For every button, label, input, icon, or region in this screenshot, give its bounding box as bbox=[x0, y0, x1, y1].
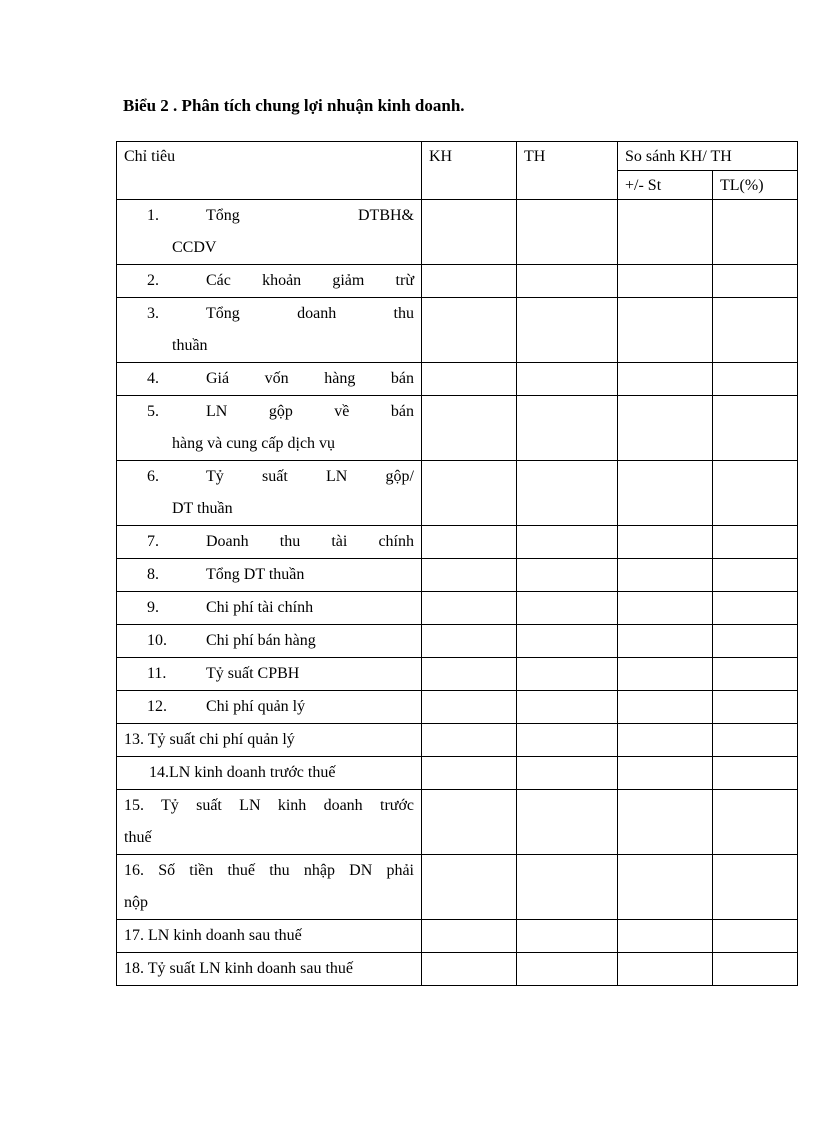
th-cell bbox=[517, 625, 618, 658]
tl-cell bbox=[713, 200, 798, 265]
row-number: 8. bbox=[147, 566, 159, 583]
row-number: 10. bbox=[147, 632, 167, 649]
row-label-cell bbox=[117, 855, 422, 920]
tl-cell bbox=[713, 265, 798, 298]
table-row bbox=[117, 363, 798, 396]
row-label-cell bbox=[117, 691, 422, 724]
row-number: 3. bbox=[147, 305, 159, 322]
kh-cell bbox=[422, 625, 517, 658]
row-label: Chi phí bán hàng bbox=[206, 632, 316, 649]
tl-cell bbox=[713, 363, 798, 396]
table-row bbox=[117, 200, 798, 265]
tl-cell bbox=[713, 855, 798, 920]
th-cell bbox=[517, 526, 618, 559]
th-cell bbox=[517, 953, 618, 986]
header-kh: KH bbox=[422, 142, 517, 200]
row-label: Tổng doanh thu bbox=[206, 305, 414, 322]
tl-cell bbox=[713, 298, 798, 363]
th-cell bbox=[517, 724, 618, 757]
table-row bbox=[117, 855, 798, 920]
row-label-cell bbox=[117, 265, 422, 298]
row-label-cell bbox=[117, 559, 422, 592]
row-number: 6. bbox=[147, 468, 159, 485]
th-cell bbox=[517, 920, 618, 953]
row-label-continuation: hàng và cung cấp dịch vụ bbox=[172, 435, 336, 452]
row-label-cell bbox=[117, 592, 422, 625]
header-so-sanh: So sánh KH/ TH bbox=[618, 142, 798, 171]
st-cell bbox=[618, 461, 713, 526]
row-label: Các khoản giảm trừ bbox=[206, 272, 414, 289]
row-label-cell bbox=[117, 658, 422, 691]
table-row bbox=[117, 953, 798, 986]
row-number: 1. bbox=[147, 207, 159, 224]
row-label: Tổng DT thuần bbox=[206, 566, 305, 583]
kh-cell bbox=[422, 953, 517, 986]
row-number: 2. bbox=[147, 272, 159, 289]
row-number: 11. bbox=[147, 665, 167, 682]
row-label: 14.LN kinh doanh trước thuế bbox=[149, 764, 336, 781]
row-label-cell bbox=[117, 363, 422, 396]
th-cell bbox=[517, 790, 618, 855]
kh-cell bbox=[422, 724, 517, 757]
tl-cell bbox=[713, 953, 798, 986]
row-label-cell bbox=[117, 526, 422, 559]
row-number: 4. bbox=[147, 370, 159, 387]
row-label: 17. LN kinh doanh sau thuế bbox=[124, 927, 302, 944]
kh-cell bbox=[422, 559, 517, 592]
th-cell bbox=[517, 592, 618, 625]
kh-cell bbox=[422, 396, 517, 461]
table-row bbox=[117, 625, 798, 658]
kh-cell bbox=[422, 790, 517, 855]
row-label: Giá vốn hàng bán bbox=[206, 370, 414, 387]
st-cell bbox=[618, 658, 713, 691]
kh-cell bbox=[422, 265, 517, 298]
tl-cell bbox=[713, 396, 798, 461]
st-cell bbox=[618, 724, 713, 757]
table-row bbox=[117, 526, 798, 559]
st-cell bbox=[618, 757, 713, 790]
row-label-cell bbox=[117, 461, 422, 526]
row-label: 18. Tỷ suất LN kinh doanh sau thuế bbox=[124, 960, 354, 977]
table-row bbox=[117, 396, 798, 461]
row-number: 12. bbox=[147, 698, 167, 715]
row-label: Doanh thu tài chính bbox=[206, 533, 414, 550]
table-row bbox=[117, 559, 798, 592]
row-label-cell bbox=[117, 625, 422, 658]
tl-cell bbox=[713, 592, 798, 625]
st-cell bbox=[618, 526, 713, 559]
header-st: +/- St bbox=[618, 171, 713, 200]
row-number: 5. bbox=[147, 403, 159, 420]
table-row bbox=[117, 658, 798, 691]
kh-cell bbox=[422, 526, 517, 559]
st-cell bbox=[618, 200, 713, 265]
st-cell bbox=[618, 790, 713, 855]
st-cell bbox=[618, 592, 713, 625]
th-cell bbox=[517, 559, 618, 592]
kh-cell bbox=[422, 461, 517, 526]
row-label-cell bbox=[117, 953, 422, 986]
st-cell bbox=[618, 265, 713, 298]
row-label-continuation: thuần bbox=[172, 337, 208, 354]
tl-cell bbox=[713, 724, 798, 757]
table-row bbox=[117, 757, 798, 790]
th-cell bbox=[517, 200, 618, 265]
tl-cell bbox=[713, 920, 798, 953]
row-label-cell bbox=[117, 396, 422, 461]
th-cell bbox=[517, 658, 618, 691]
kh-cell bbox=[422, 592, 517, 625]
document-title: Biểu 2 . Phân tích chung lợi nhuận kinh doanh. bbox=[123, 96, 465, 115]
row-label-cell bbox=[117, 790, 422, 855]
table-header-row bbox=[117, 142, 798, 171]
th-cell bbox=[517, 855, 618, 920]
table-row bbox=[117, 724, 798, 757]
row-label-continuation: DT thuần bbox=[172, 500, 233, 517]
kh-cell bbox=[422, 298, 517, 363]
row-label: Chi phí quản lý bbox=[206, 698, 306, 715]
tl-cell bbox=[713, 658, 798, 691]
header-th: TH bbox=[517, 142, 618, 200]
row-label-cell bbox=[117, 920, 422, 953]
th-cell bbox=[517, 396, 618, 461]
header-chi-tieu: Chỉ tiêu bbox=[117, 142, 422, 200]
row-number: 7. bbox=[147, 533, 159, 550]
table-row bbox=[117, 265, 798, 298]
kh-cell bbox=[422, 691, 517, 724]
kh-cell bbox=[422, 920, 517, 953]
tl-cell bbox=[713, 790, 798, 855]
st-cell bbox=[618, 625, 713, 658]
th-cell bbox=[517, 461, 618, 526]
profit-analysis-table bbox=[116, 141, 798, 986]
row-label: 13. Tỷ suất chi phí quản lý bbox=[124, 731, 295, 748]
st-cell bbox=[618, 363, 713, 396]
table-row bbox=[117, 461, 798, 526]
table-row bbox=[117, 298, 798, 363]
row-label: Tỷ suất CPBH bbox=[206, 665, 300, 682]
st-cell bbox=[618, 396, 713, 461]
tl-cell bbox=[713, 526, 798, 559]
table-row bbox=[117, 790, 798, 855]
st-cell bbox=[618, 920, 713, 953]
row-label: Tỷ suất LN gộp/ bbox=[206, 468, 414, 485]
st-cell bbox=[618, 691, 713, 724]
row-label-continuation: CCDV bbox=[172, 239, 217, 256]
st-cell bbox=[618, 953, 713, 986]
kh-cell bbox=[422, 658, 517, 691]
st-cell bbox=[618, 298, 713, 363]
kh-cell bbox=[422, 363, 517, 396]
row-label-cell bbox=[117, 757, 422, 790]
header-tl: TL(%) bbox=[713, 171, 798, 200]
row-label: 15. Tỷ suất LN kinh doanh trước bbox=[124, 797, 414, 814]
row-label-continuation: thuế bbox=[124, 829, 152, 846]
row-label-continuation: nộp bbox=[124, 894, 148, 911]
st-cell bbox=[618, 855, 713, 920]
row-label-cell bbox=[117, 298, 422, 363]
row-label: Chi phí tài chính bbox=[206, 599, 314, 616]
tl-cell bbox=[713, 559, 798, 592]
row-label-cell bbox=[117, 724, 422, 757]
th-cell bbox=[517, 757, 618, 790]
tl-cell bbox=[713, 625, 798, 658]
th-cell bbox=[517, 363, 618, 396]
table-row bbox=[117, 920, 798, 953]
kh-cell bbox=[422, 200, 517, 265]
row-label-cell bbox=[117, 200, 422, 265]
row-label: LN gộp về bán bbox=[206, 403, 414, 420]
th-cell bbox=[517, 691, 618, 724]
table-row bbox=[117, 592, 798, 625]
tl-cell bbox=[713, 757, 798, 790]
row-label: Tổng DTBH& bbox=[206, 207, 414, 224]
row-number: 9. bbox=[147, 599, 159, 616]
kh-cell bbox=[422, 855, 517, 920]
kh-cell bbox=[422, 757, 517, 790]
tl-cell bbox=[713, 691, 798, 724]
table-row bbox=[117, 691, 798, 724]
tl-cell bbox=[713, 461, 798, 526]
st-cell bbox=[618, 559, 713, 592]
th-cell bbox=[517, 265, 618, 298]
row-label: 16. Số tiền thuế thu nhập DN phải bbox=[124, 862, 414, 879]
th-cell bbox=[517, 298, 618, 363]
